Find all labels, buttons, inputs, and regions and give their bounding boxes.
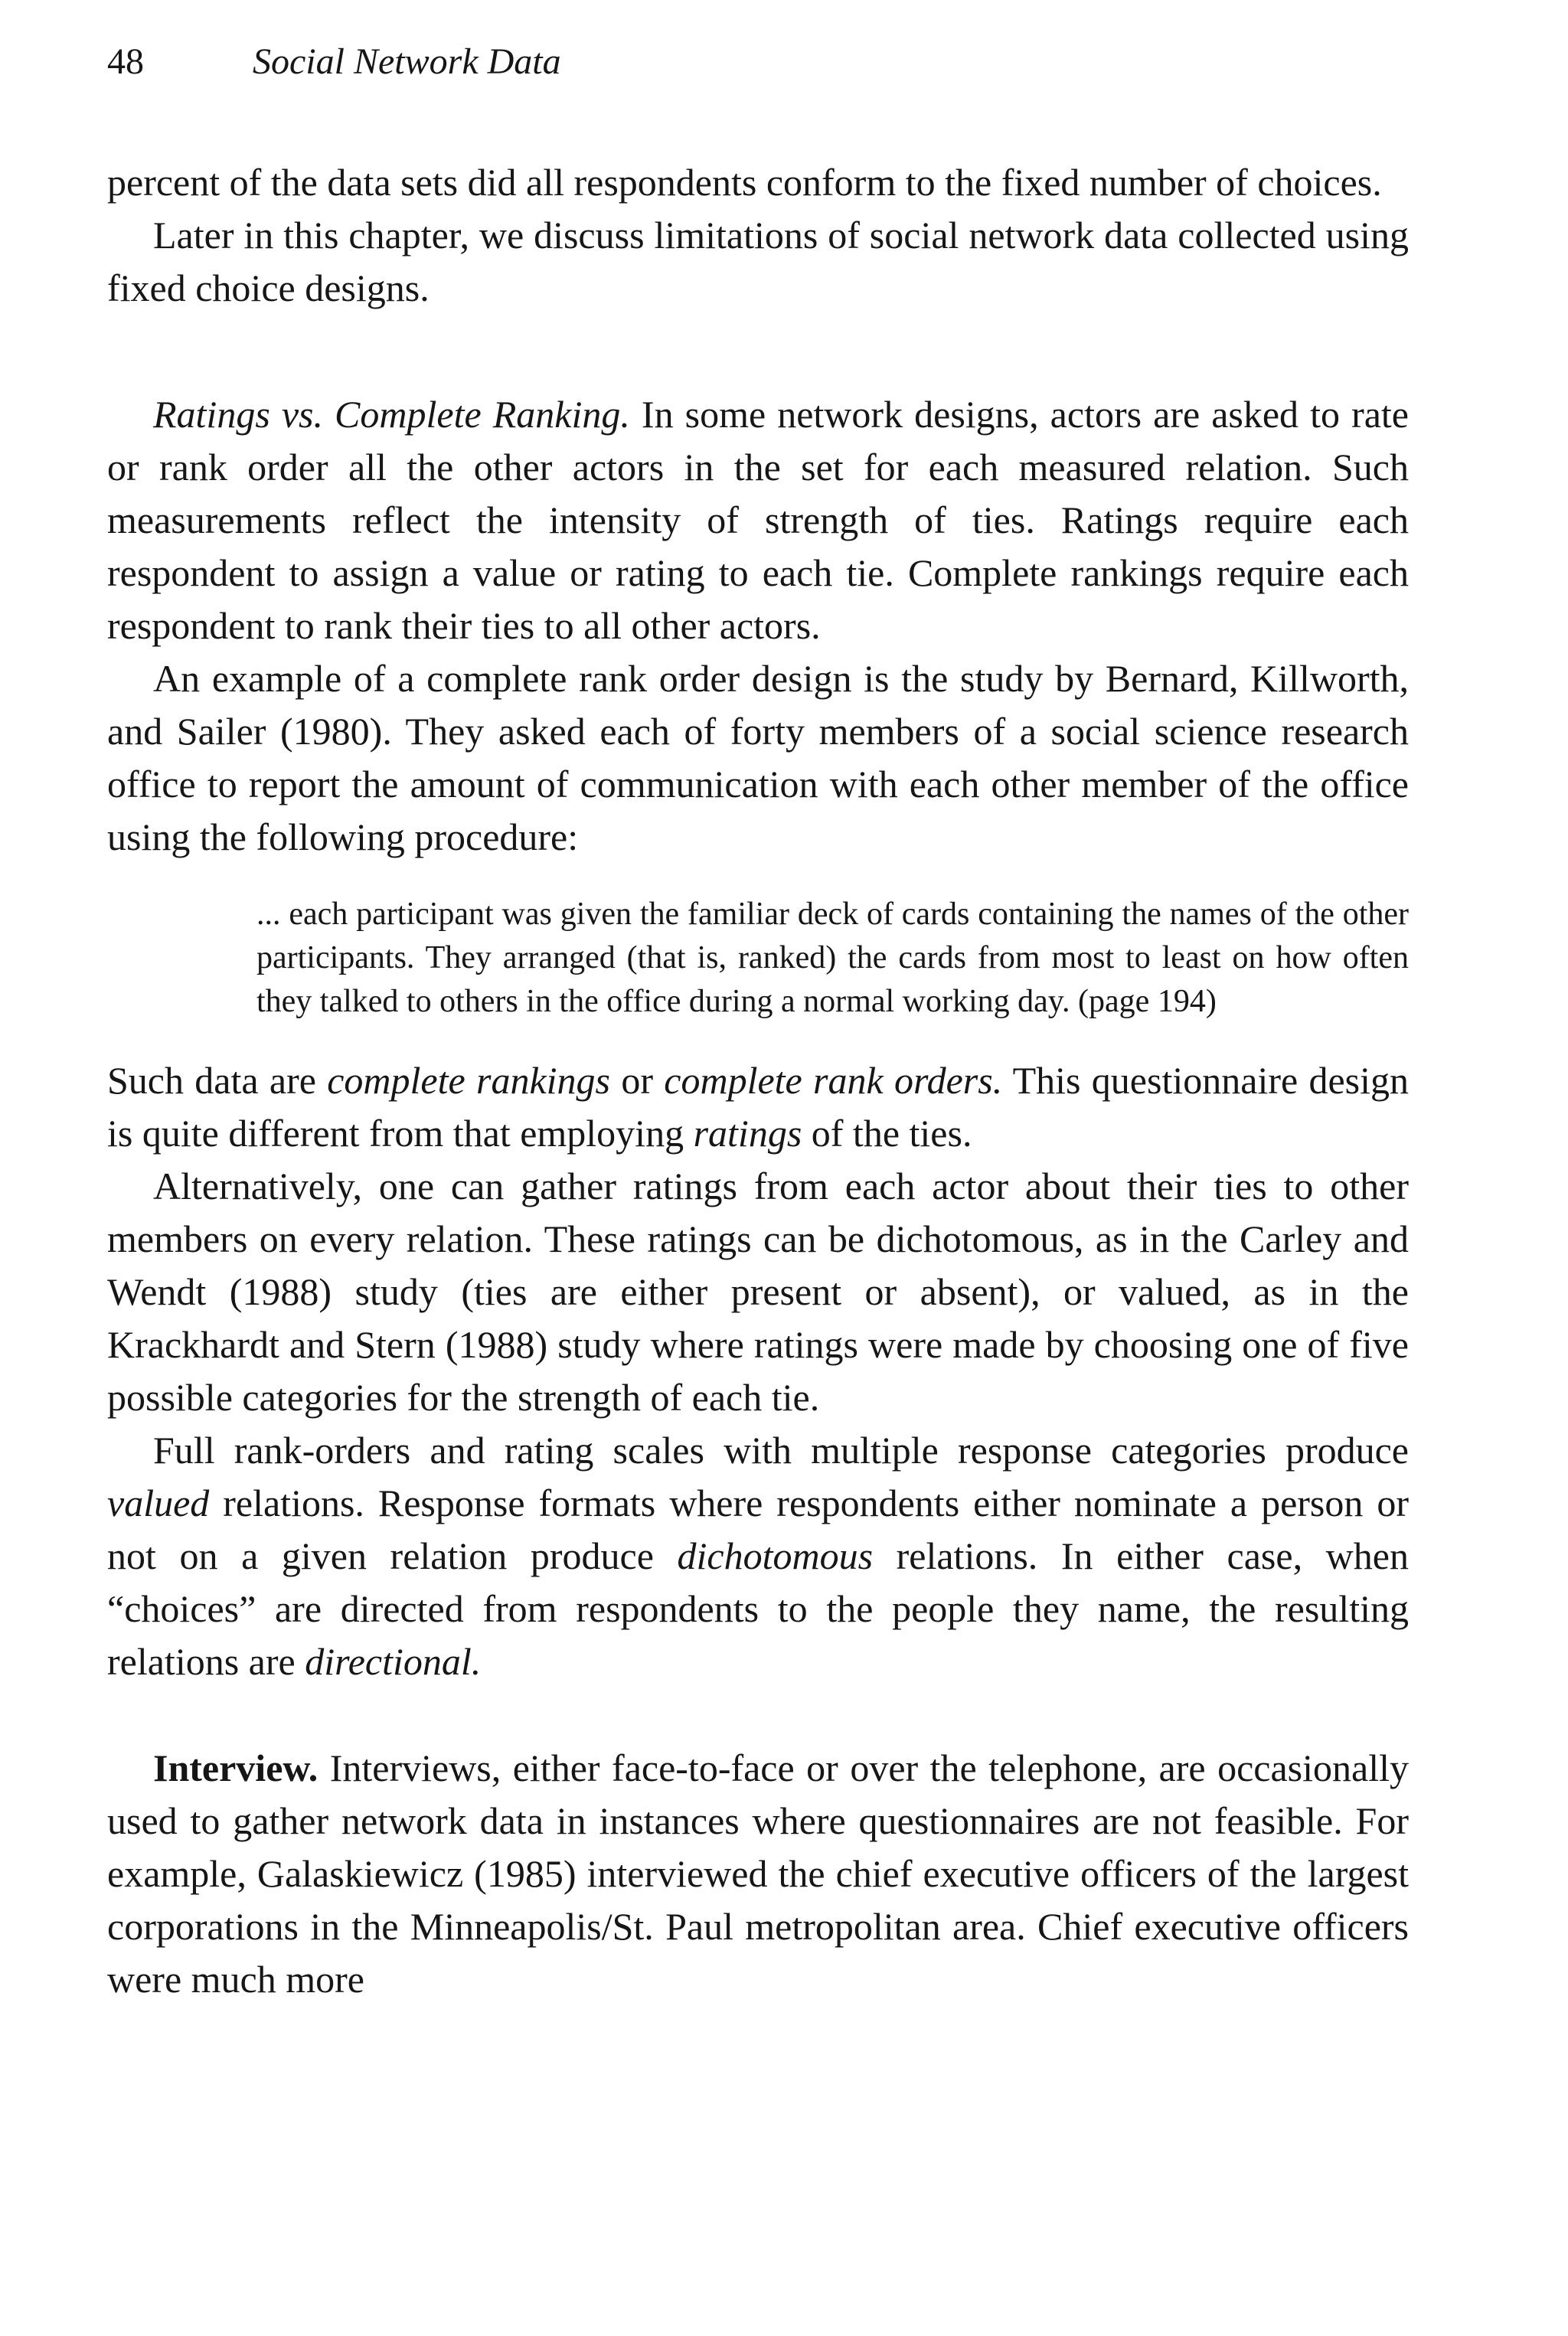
subsection-heading-ratings: Ratings vs. Complete Ranking. [153,393,630,436]
text-run: relations. In either case, when “choices” are directed from respondents to the people they name, the resulting relations are [107,1534,1409,1683]
paragraph-ratings-text: In some network designs, actors are asked to rate or rank order all the other actors in the set for each measured relation. Such measurements reflect the intensity of strength of ties. Ratings require each respondent to assign a value or rating to each tie. Complete rankings require each respondent to rank their ties to all other actors. [107,393,1409,647]
text-run: This questionnaire design is quite different from that employing [107,1059,1410,1155]
block-quote: ... each participant was given the familiar deck of cards containing the names of the other participants. They arranged (that is, ranked) the cards from most to least on how often they talked to others in the office during a normal working day. (page 194) [256,897,1409,1019]
text-run: relations. Response formats where respondents either nominate a person or not on a given relation produce [107,1482,1409,1577]
running-head [107,38,1409,86]
paragraph-rank-order-example: An example of a complete rank order design is the study by Bernard, Killworth, and Sailer (1980). They asked each of forty members of a social science research office to report the amount of communication with each other member of the office using the following procedure: [107,657,1409,858]
running-title: Social Network Data [253,41,561,82]
page-number: 48 [107,41,144,82]
emphasis-term: complete rankings [327,1059,611,1102]
subsection-heading-interview: Interview. [153,1746,318,1789]
text-run: Full rank-orders and rating scales with multiple response categories produce [153,1429,1409,1472]
emphasis-term: directional. [305,1640,482,1683]
paragraph-valued-relations [107,1424,1409,1688]
emphasis-term: dichotomous [677,1534,874,1577]
emphasis-term: valued [107,1482,210,1524]
text-run: or [610,1059,665,1102]
paragraph-ratings [107,388,1409,652]
paragraph-interview-text: Interviews, either face-to-face or over the telephone, are occasionally used to gather network data in instances where questionnaires are not feasible. For example, Galaskiewicz (1985) interviewed the chief executive officers of the largest corporations in the Minneapolis/St. Paul metropolitan area. Chief executive officers were much more [107,1746,1409,2001]
paragraph-continuation: percent of the data sets did all respondents conform to the fixed number of choices. [107,161,1382,204]
emphasis-term: ratings [693,1112,802,1155]
text-run: Such data are [107,1059,328,1102]
emphasis-term: complete rank orders. [664,1059,1003,1102]
paragraph-limitations: Later in this chapter, we discuss limitations of social network data collected using fixed choice designs. [107,214,1409,309]
paragraph-complete-rankings [107,1054,1409,1160]
paragraph-interview [107,1742,1409,2006]
book-page [107,38,1409,2006]
paragraph-alternatively: Alternatively, one can gather ratings from each actor about their ties to other members on every relation. These ratings can be dichotomous, as in the Carley and Wendt (1988) study (ties are either present or absent), or valued, as in the Krackhardt and Stern (1988) study where ratings were made by choosing one of five possible categories for the strength of each tie. [107,1165,1409,1419]
text-run: of the ties. [802,1112,972,1155]
